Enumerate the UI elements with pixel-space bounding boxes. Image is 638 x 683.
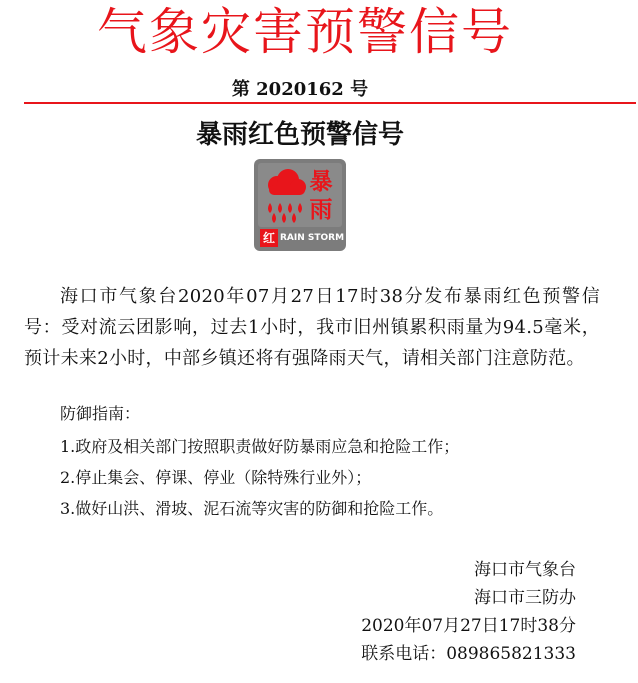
contact-phone: 联系电话：089865821333 — [361, 644, 576, 664]
signoff-block — [361, 556, 576, 668]
icon-footer — [258, 229, 345, 247]
cloud-shape — [268, 169, 306, 195]
guidance-item: 2.停止集会、停课、停业（除特殊行业外）； — [60, 468, 372, 487]
issuer-flood-control-office: 海口市三防办 — [474, 588, 576, 608]
warning-body-text: 海口市气象台2020年07月27日17时38分发布暴雨红色预警信号：受对流云团影响，过去1小时，我市旧州镇累积雨量为94.5毫米，预计未来2小时，中部乡镇还将有强降雨天气，请相关部门注意防范。 — [24, 286, 600, 369]
guidance-item: 1.政府及相关部门按照职责做好防暴雨应急和抢险工作； — [60, 437, 460, 456]
issuer-meteorological-station: 海口市气象台 — [474, 560, 576, 580]
guidance-heading: 防御指南： — [60, 404, 141, 423]
document-title: 暴雨红色预警信号 — [195, 120, 404, 150]
header-title: 气象灾害预警信号 — [97, 3, 513, 61]
icon-english-label: RAIN STORM — [280, 233, 345, 243]
icon-level-badge: 红 — [260, 229, 278, 247]
icon-type-char-2: 雨 — [309, 197, 333, 223]
header-divider — [24, 102, 636, 104]
icon-panel — [258, 163, 342, 227]
guidance-list — [60, 435, 620, 528]
issue-datetime: 2020年07月27日17时38分 — [361, 616, 576, 636]
issue-number: 第 2020162 号 — [231, 79, 369, 100]
rainstorm-red-warning-icon — [254, 159, 346, 251]
guidance-item: 3.做好山洪、滑坡、泥石流等灾害的防御和抢险工作。 — [60, 499, 444, 518]
rain-cloud-icon — [260, 165, 310, 225]
rain-drops — [268, 203, 302, 223]
icon-type-char-1: 暴 — [309, 169, 333, 195]
